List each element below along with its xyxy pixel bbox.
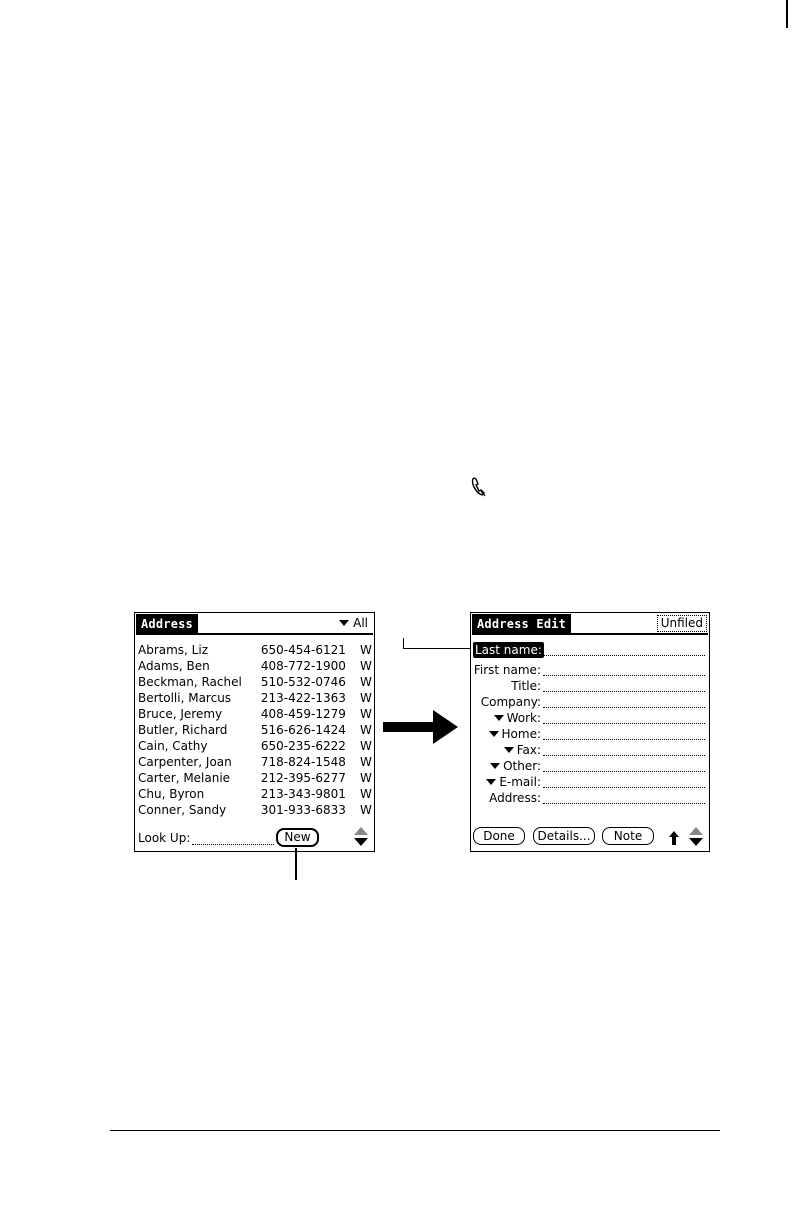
fax-row[interactable]	[471, 742, 709, 758]
work-row[interactable]	[471, 710, 709, 726]
fax-field[interactable]	[543, 755, 705, 756]
address-field[interactable]	[543, 803, 705, 804]
phone-type: W	[360, 739, 372, 753]
lookup-input[interactable]	[192, 832, 274, 845]
contact-phone: 516-626-1424	[260, 723, 346, 737]
screen-title: Address Edit	[472, 614, 571, 635]
list-item[interactable]	[138, 786, 370, 802]
list-item[interactable]	[138, 642, 370, 658]
dropdown-triangle-icon	[489, 731, 499, 737]
contact-name: Beckman, Rachel	[138, 675, 242, 689]
details-button[interactable]: Details...	[533, 827, 595, 845]
contact-phone: 650-454-6121	[260, 643, 346, 657]
address-list-screen	[134, 612, 375, 852]
contact-phone: 718-824-1548	[260, 755, 346, 769]
phone-type: W	[360, 803, 372, 817]
contact-phone: 510-532-0746	[260, 675, 346, 689]
title-label: Title:	[511, 679, 541, 693]
margin-bar	[786, 0, 788, 28]
other-row[interactable]	[471, 758, 709, 774]
phone-type: W	[360, 659, 372, 673]
title-row[interactable]	[471, 678, 709, 694]
category-label: All	[353, 616, 368, 630]
list-item[interactable]	[138, 690, 370, 706]
category-picker[interactable]: Unfiled	[657, 615, 707, 632]
contact-phone: 408-772-1900	[260, 659, 346, 673]
list-item[interactable]	[138, 706, 370, 722]
lookup-label: Look Up:	[138, 831, 191, 845]
list-item[interactable]	[138, 722, 370, 738]
category-picker[interactable]	[336, 616, 368, 630]
email-label-text: E-mail:	[499, 775, 541, 789]
scroll-down-icon[interactable]	[354, 838, 368, 846]
screen-title: Address	[136, 614, 198, 635]
contact-phone: 213-422-1363	[260, 691, 346, 705]
last-name-field[interactable]	[543, 655, 705, 656]
company-label: Company:	[480, 695, 541, 709]
title-bar	[472, 614, 708, 635]
phone-type: W	[360, 771, 372, 785]
list-item[interactable]	[138, 674, 370, 690]
new-button[interactable]: New	[276, 828, 319, 847]
list-item[interactable]	[138, 658, 370, 674]
other-label[interactable]	[490, 758, 541, 774]
contact-name: Conner, Sandy	[138, 803, 227, 817]
fax-label-text: Fax:	[516, 743, 541, 757]
footer-rule	[110, 1130, 720, 1131]
work-field[interactable]	[543, 723, 705, 724]
list-item[interactable]	[138, 754, 370, 770]
callout-line	[403, 638, 471, 650]
title-bar	[136, 614, 373, 635]
scroll-up-icon[interactable]	[354, 827, 368, 835]
last-name-label: Last name:	[475, 643, 542, 657]
work-label-text: Work:	[506, 711, 541, 725]
phone-type: W	[360, 787, 372, 801]
scroll-arrows[interactable]	[689, 827, 703, 847]
contact-phone: 408-459-1279	[260, 707, 346, 721]
first-name-field[interactable]	[543, 675, 705, 676]
phone-type: W	[360, 643, 372, 657]
fax-label[interactable]	[504, 742, 541, 758]
other-field[interactable]	[543, 771, 705, 772]
shift-up-arrow-icon	[669, 831, 679, 845]
contact-phone: 301-933-6833	[260, 803, 346, 817]
last-name-row[interactable]	[471, 642, 709, 658]
contact-name: Butler, Richard	[138, 723, 228, 737]
contact-name: Abrams, Liz	[138, 643, 209, 657]
address-row[interactable]	[471, 790, 709, 806]
scroll-arrows[interactable]	[354, 827, 368, 847]
dropdown-triangle-icon	[494, 715, 504, 721]
dropdown-triangle-icon	[486, 779, 496, 785]
address-label: Address:	[489, 791, 541, 805]
done-button[interactable]: Done	[473, 827, 525, 845]
email-label[interactable]	[486, 774, 541, 790]
company-field[interactable]	[543, 707, 705, 708]
right-arrow-icon	[383, 710, 458, 744]
dropdown-triangle-icon	[504, 747, 514, 753]
contact-name: Carter, Melanie	[138, 771, 231, 785]
phone-icon	[470, 476, 488, 498]
home-label-text: Home:	[501, 727, 541, 741]
phone-type: W	[360, 691, 372, 705]
contact-name: Carpenter, Joan	[138, 755, 232, 769]
dropdown-triangle-icon	[339, 620, 349, 626]
home-field[interactable]	[543, 739, 705, 740]
phone-type: W	[360, 675, 372, 689]
contact-phone: 213-343-9801	[260, 787, 346, 801]
contact-name: Bertolli, Marcus	[138, 691, 232, 705]
contact-phone: 650-235-6222	[260, 739, 346, 753]
contact-phone: 212-395-6277	[260, 771, 346, 785]
home-label[interactable]	[489, 726, 541, 742]
dropdown-triangle-icon	[490, 763, 500, 769]
scroll-up-icon[interactable]	[689, 827, 703, 835]
work-label[interactable]	[494, 710, 541, 726]
title-field[interactable]	[543, 691, 705, 692]
other-label-text: Other:	[503, 759, 541, 773]
contact-name: Chu, Byron	[138, 787, 205, 801]
contact-name: Cain, Cathy	[138, 739, 208, 753]
callout-line	[295, 848, 297, 880]
list-item[interactable]	[138, 770, 370, 786]
first-name-label: First name:	[473, 663, 541, 677]
phone-type: W	[360, 755, 372, 769]
email-row[interactable]	[471, 774, 709, 790]
list-item[interactable]	[138, 802, 370, 818]
company-row[interactable]	[471, 694, 709, 710]
home-row[interactable]	[471, 726, 709, 742]
lookup-field[interactable]	[138, 831, 274, 845]
address-edit-screen	[470, 612, 710, 852]
first-name-row[interactable]	[471, 662, 709, 678]
phone-type: W	[360, 707, 372, 721]
email-field[interactable]	[543, 787, 705, 788]
scroll-down-icon[interactable]	[689, 838, 703, 846]
contact-name: Bruce, Jeremy	[138, 707, 223, 721]
phone-type: W	[360, 723, 372, 737]
contact-name: Adams, Ben	[138, 659, 210, 673]
note-button[interactable]: Note	[602, 827, 654, 845]
address-list	[138, 642, 370, 818]
list-item[interactable]	[138, 738, 370, 754]
